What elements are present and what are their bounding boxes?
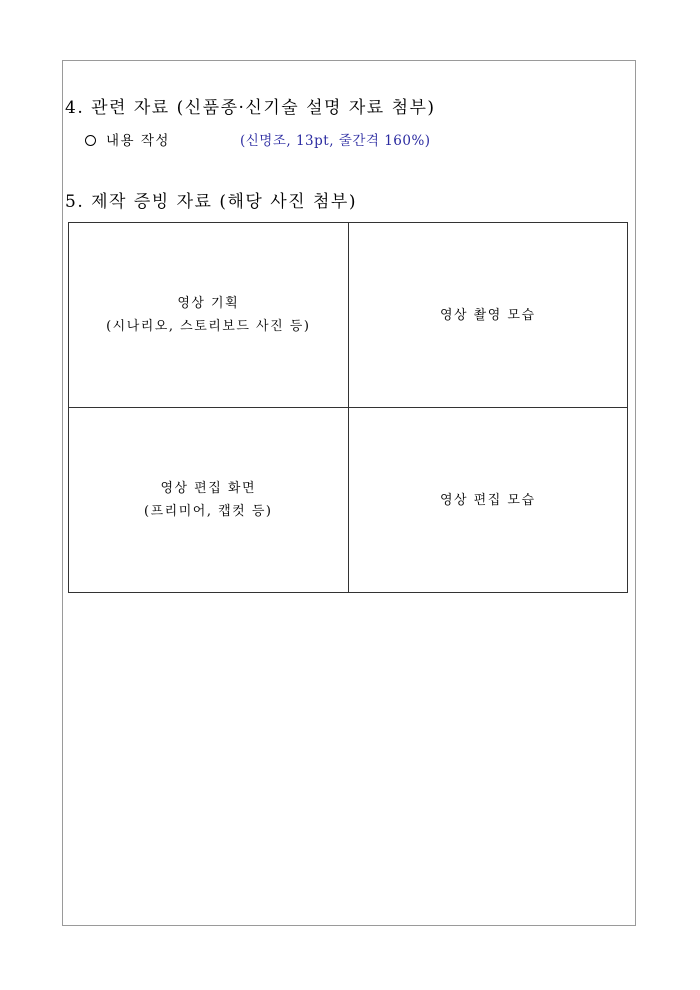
- photo-cell-editing-scene[interactable]: [348, 408, 628, 593]
- cell-title: 영상 촬영 모습: [439, 307, 536, 323]
- photo-cell-video-planning[interactable]: [69, 223, 349, 408]
- section-5-heading: 5. 제작 증빙 자료 (해당 사진 첨부): [65, 192, 357, 212]
- section-4-heading: 4. 관련 자료 (신품종·신기술 설명 자료 첨부): [65, 98, 436, 118]
- circle-outline-icon: [85, 135, 96, 146]
- cell-title: 영상 편집 화면: [160, 481, 257, 496]
- grid-row: [69, 223, 628, 408]
- grid-row: [69, 408, 628, 593]
- cell-subtitle: (시나리오, 스토리보드 사진 등): [106, 319, 311, 334]
- photo-cell-video-shooting[interactable]: [348, 223, 628, 408]
- bullet-text: 내용 작성: [106, 133, 170, 149]
- evidence-photo-grid: [68, 222, 628, 593]
- cell-subtitle: (프리미어, 캡컷 등): [144, 504, 273, 519]
- cell-title: 영상 편집 모습: [439, 492, 536, 508]
- photo-cell-editing-screen[interactable]: [69, 408, 349, 593]
- bullet-item-content: [85, 129, 170, 149]
- cell-title: 영상 기획: [177, 296, 240, 311]
- formatting-note: (신명조, 13pt, 줄간격 160%): [240, 133, 431, 149]
